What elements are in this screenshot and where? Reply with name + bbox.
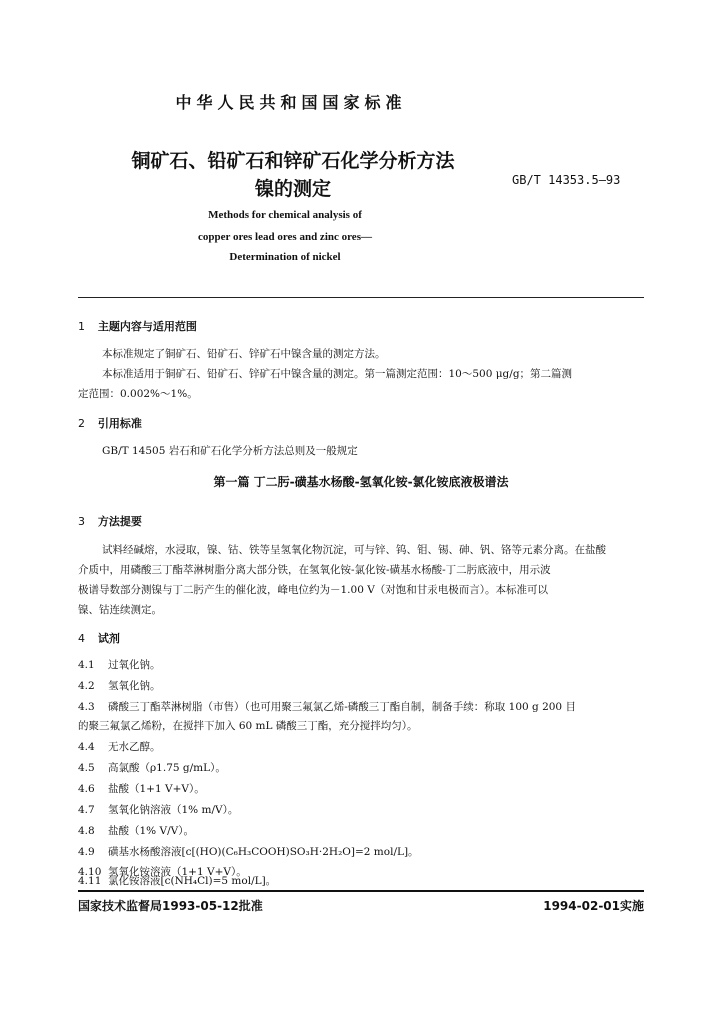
national-standard-heading: 中华人民共和国国家标准 [175,93,407,112]
section-number: 3 [78,515,85,528]
reagent-item: 4.6 盐酸（1+1 V+V）。 [78,783,205,795]
section-title: 试剂 [97,632,120,645]
reagent-item-continuation: 的聚三氟氯乙烯粉，在搅拌下加入 60 mL 磷酸三丁酯，充分搅拌均匀）。 [78,720,418,732]
section-title: 方法提要 [97,515,142,528]
implementation-date: 1994-02-01实施 [543,899,644,913]
section-number: 2 [78,417,85,430]
approval-date: 国家技术监督局1993-05-12批准 [78,899,263,913]
footer-divider [78,890,644,892]
reagent-item: 4.7 氢氧化钠溶液（1% m/V）。 [78,804,239,816]
english-title-line1: Methods for chemical analysis of [208,209,362,221]
section-3-line-1: 试料经碱熔，水浸取，镍、钴、铁等呈氢氧化物沉淀，可与锌、钨、钼、锡、砷、钒、铬等元素分离。在盐酸 [102,544,606,556]
english-title-line2: copper ores lead ores and zinc ores— [198,231,372,243]
reagent-item: 4.4 无水乙醇。 [78,741,161,753]
section-3-heading [78,513,142,529]
document-title-line1: 铜矿石、铅矿石和锌矿石化学分析方法 [131,150,455,172]
section-1-paragraph-2-cont: 定范围：0.002%～1%。 [78,388,198,400]
reagent-item: 4.3 磷酸三丁酯萃淋树脂（市售）（也可用聚三氟氯乙烯-磷酸三丁酯自制，制备手续：称取 100 g 200 目 [78,701,576,713]
section-number: 4 [78,632,85,645]
standard-number: GB/T 14353.5—93 [512,173,621,187]
document-title-line2: 镍的测定 [254,178,331,200]
section-number: 1 [78,320,85,333]
reagent-item: 4.11 氯化铵溶液[c(NH₄Cl)=5 mol/L]。 [78,875,277,887]
reagent-item: 4.9 磺基水杨酸溶液[c[(HO)(C₆H₃COOH)SO₃H·2H₂O]=2 mol/L]。 [78,846,419,858]
reagent-item: 4.2 氢氧化钠。 [78,680,161,692]
reagent-item: 4.1 过氧化钠。 [78,659,161,671]
reagent-item: 4.8 盐酸（1% V/V）。 [78,825,194,837]
section-3-line-2: 介质中，用磷酸三丁酯萃淋树脂分离大部分铁，在氢氧化铵-氯化铵-磺基水杨酸-丁二肟底液中，用示波 [78,564,551,576]
section-2-heading [78,415,142,431]
reagent-item: 4.5 高氯酸（ρ1.75 g/mL）。 [78,762,226,774]
reagent-item: 4.10 氢氧化铵溶液（1+1 V+V）。 [78,866,247,878]
section-3-line-3: 极谱导数部分测镍与丁二肟产生的催化波，峰电位约为－1.00 V（对饱和甘汞电极而言）。本标准可以 [78,584,549,596]
section-3-line-4: 镍、钴连续测定。 [78,604,162,616]
section-1-heading [78,318,197,334]
header-divider [78,297,644,298]
normative-reference: GB/T 14505 岩石和矿石化学分析方法总则及一般规定 [102,445,358,457]
part-1-title: 第一篇 丁二肟-磺基水杨酸-氢氧化铵-氯化铵底液极谱法 [213,475,509,489]
section-1-paragraph-2: 本标准适用于铜矿石、铅矿石、锌矿石中镍含量的测定。第一篇测定范围：10～500 μg/g；第二篇测 [102,368,573,380]
section-4-heading [78,630,120,646]
english-title-line3: Determination of nickel [229,251,341,263]
section-title: 引用标准 [97,417,142,430]
section-title: 主题内容与适用范围 [97,320,197,333]
section-1-paragraph-1: 本标准规定了铜矿石、铅矿石、锌矿石中镍含量的测定方法。 [102,348,386,360]
